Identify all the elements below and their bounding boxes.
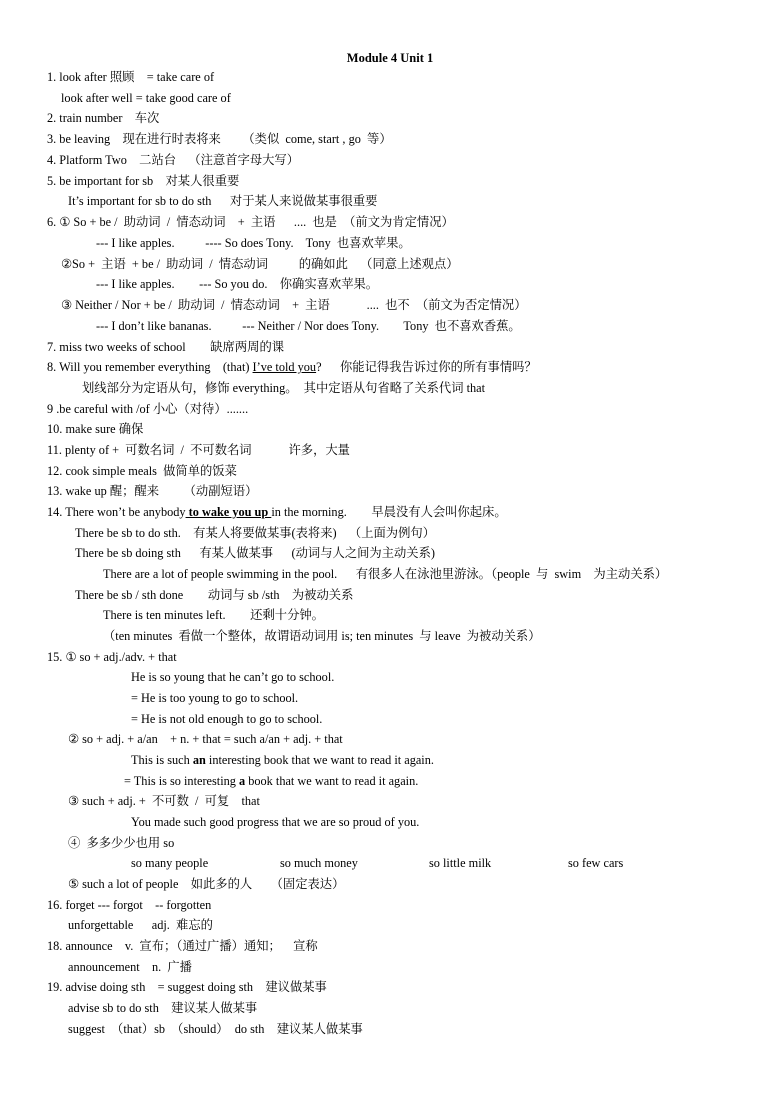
line-14-part-2: in the morning. 早晨没有人会叫你起床。 <box>271 505 507 519</box>
note-line-15-example-1: He is so young that he can’t go to school. <box>131 670 335 684</box>
note-line-8 <box>47 360 537 375</box>
note-line-6-rule-b: ②So + 主语 + be / 助动词 / 情态动词 的确如此 （同意上述观点） <box>61 257 459 271</box>
note-line-11: 11. plenty of + 可数名词 / 不可数名词 许多，大量 <box>47 443 350 457</box>
phrase-so-much-money: so much money <box>280 856 358 870</box>
note-line-8b: 划线部分为定语从句，修饰 everything。 其中定语从句省略了关系代词 that <box>82 381 486 395</box>
note-line-3: 3. be leaving 现在进行时表将来 （类似 come, start , go 等） <box>47 132 392 146</box>
note-line-15-rule-4: ④ 多多少少也用 so <box>68 836 175 850</box>
bold-word-an: an <box>192 753 206 767</box>
note-line-15-example-2: = He is too young to go to school. <box>131 691 299 705</box>
note-line-6: 6. ① So + be / 助动词 / 情态动词 + 主语 .... 也是 （前文为肯定情况） <box>47 215 454 229</box>
note-line-7: 7. miss two weeks of school 缺席两周的课 <box>47 340 285 354</box>
page-title: Module 4 Unit 1 <box>346 51 434 65</box>
note-line-2: 2. train number 车次 <box>47 111 160 125</box>
note-line-14-rule-a: There be sb to do sth. 有某人将要做某事(表将来) （上面为例句） <box>75 526 435 540</box>
note-line-15-rule-3: ③ such + adj. + 不可数 / 可复 that <box>68 794 260 808</box>
note-line-18: 18. announce v. 宣布；（通过广播）通知； 宣称 <box>47 939 318 953</box>
note-line-9: 9 .be careful with /of 小心（对待）....... <box>47 402 249 416</box>
note-line-14-rule-c: There be sb / sth done 动词与 sb /sth 为被动关系 <box>75 588 354 602</box>
note-line-6-example-c: --- I don’t like bananas. --- Neither / Nor does Tony. Tony 也不喜欢香蕉。 <box>96 319 521 333</box>
note-line-13: 13. wake up 醒；醒来 （动副短语） <box>47 484 258 498</box>
note-line-5b: It’s important for sb to do sth 对于某人来说做某事很重要 <box>68 194 378 208</box>
note-line-12: 12. cook simple meals 做简单的饭菜 <box>47 464 237 478</box>
note-line-1: 1. look after 照顾 = take care of <box>47 70 215 84</box>
note-line-14-example-b: There are a lot of people swimming in the pool. 有很多人在泳池里游泳。（people 与 swim 为主动关系） <box>103 567 668 581</box>
underlined-clause: I’ve told you <box>252 360 317 374</box>
line-8-part-1: 8. Will you remember everything (that) <box>47 360 253 374</box>
note-line-15-example-3: = He is not old enough to go to school. <box>131 712 323 726</box>
note-line-19b: advise sb to do sth 建议某人做某事 <box>68 1001 258 1015</box>
note-line-6-rule-c: ③ Neither / Nor + be / 助动词 / 情态动词 + 主语 .... 也不 （前文为否定情况） <box>61 298 527 312</box>
example-4-part-1: This is such <box>131 753 193 767</box>
note-line-15: 15. ① so + adj./adv. + that <box>47 650 177 664</box>
phrase-so-little-milk: so little milk <box>429 856 492 870</box>
line-14-part-1: 14. There won’t be anybody <box>47 505 186 519</box>
note-line-14-example-c: There is ten minutes left. 还剩十分钟。 <box>103 608 324 622</box>
underlined-bold-phrase: to wake you up <box>185 505 272 519</box>
note-line-15-example-5 <box>124 774 418 789</box>
note-line-18b: announcement n. 广播 <box>68 960 192 974</box>
note-line-6-example-b: --- I like apples. --- So you do. 你确实喜欢苹果。 <box>96 277 379 291</box>
bold-word-a: a <box>239 774 246 788</box>
note-line-14-rule-b: There be sb doing sth 有某人做某事 (动词与人之间为主动关系) <box>75 546 435 560</box>
phrase-so-many-people: so many people <box>131 856 209 870</box>
note-line-5: 5. be important for sb 对某人很重要 <box>47 174 240 188</box>
note-line-1b: look after well = take good care of <box>61 91 231 105</box>
example-5-part-2: book that we want to read it again. <box>245 774 419 788</box>
note-line-4: 4. Platform Two 二站台 （注意首字母大写） <box>47 153 300 167</box>
note-line-15-example-4 <box>131 753 434 768</box>
note-line-10: 10. make sure 确保 <box>47 422 144 436</box>
note-line-15-example-6: You made such good progress that we are so proud of you. <box>131 815 420 829</box>
note-line-19: 19. advise doing sth = suggest doing sth 建议做某事 <box>47 980 327 994</box>
note-line-16: 16. forget --- forgot -- forgotten <box>47 898 212 912</box>
phrase-so-few-cars: so few cars <box>568 856 624 870</box>
line-8-part-2: ? 你能记得我告诉过你的所有事情吗？ <box>316 360 537 374</box>
note-line-14 <box>47 505 507 520</box>
note-line-6-example-a: --- I like apples. ---- So does Tony. Tony 也喜欢苹果。 <box>96 236 411 250</box>
note-line-14-remark: （ten minutes 看做一个整体，故谓语动词用 is; ten minutes 与 leave 为被动关系） <box>103 629 541 643</box>
example-5-part-1: = This is so interesting <box>124 774 239 788</box>
example-4-part-2: interesting book that we want to read it again. <box>205 753 434 767</box>
note-line-19c: suggest （that）sb （should） do sth 建议某人做某事 <box>68 1022 363 1036</box>
note-line-15-rule-5: ⑤ such a lot of people 如此多的人 （固定表达） <box>68 877 345 891</box>
note-line-15-rule-2: ② so + adj. + a/an + n. + that = such a/an + adj. + that <box>68 732 343 746</box>
note-line-16b: unforgettable adj. 难忘的 <box>68 918 213 932</box>
